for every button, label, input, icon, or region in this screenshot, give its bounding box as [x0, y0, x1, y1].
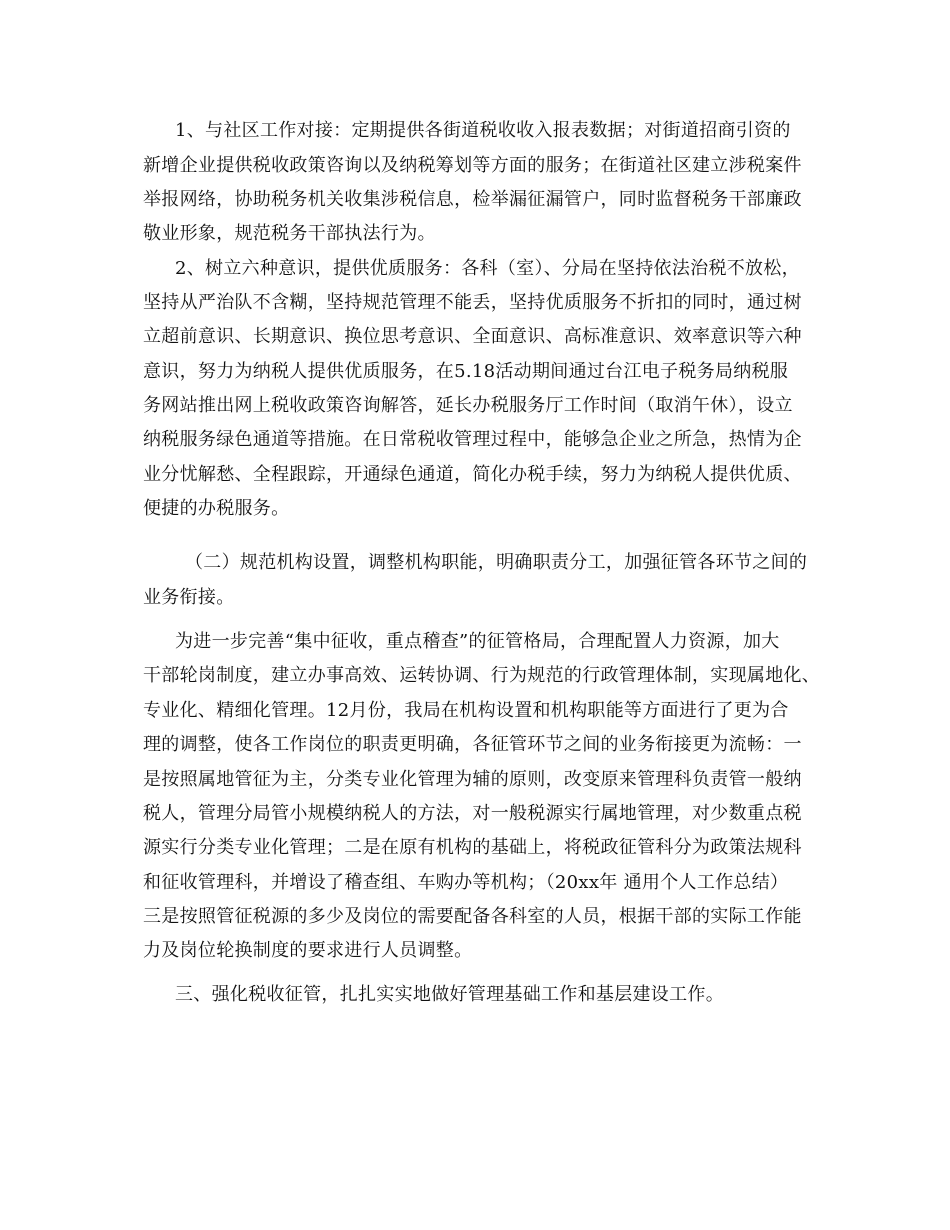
text-line: 源实行分类专业化管理；二是在原有机构的基础上，将税政征管科分为政策法规科	[143, 837, 802, 858]
text-line: 和征收管理科，并增设了稽查组、车购办等机构；（20xx年 通用个人工作总结）	[143, 872, 789, 893]
text-line: 1、与社区工作对接：定期提供各街道税收收入报表数据；对街道招商引资的	[175, 120, 791, 141]
text-line: 力及岗位轮换制度的要求进行人员调整。	[143, 940, 473, 961]
text-line: 2、树立六种意识，提供优质服务：各科（室）、分局在坚持依法治税不放松，	[175, 258, 800, 279]
text-line: 意识，努力为纳税人提供优质服务，在5.18活动期间通过台江电子税务局纳税服	[143, 361, 789, 382]
text-line: 纳税服务绿色通道等措施。在日常税收管理过程中，能够急企业之所急，热情为企	[143, 429, 802, 450]
text-line: 敬业形象，规范税务干部执法行为。	[143, 223, 436, 244]
text-line: 干部轮岗制度，建立办事高效、运转协调、行为规范的行政管理体制，实现属地化、	[143, 665, 821, 686]
text-line: 业务衔接。	[143, 587, 235, 608]
text-line: 三是按照管征税源的多少及岗位的需要配备各科室的人员，根据干部的实际工作能	[143, 906, 802, 927]
section-heading: 三、强化税收征管，扎扎实实地做好管理基础工作和基层建设工作。	[175, 984, 724, 1005]
section-heading: （二）规范机构设置，调整机构职能，明确职责分工，加强征管各环节之间的	[185, 552, 808, 573]
text-line: 业分忧解愁、全程跟踪，开通绿色通道，简化办税手续，努力为纳税人提供优质、	[143, 464, 802, 485]
text-line: 新增企业提供税收政策咨询以及纳税筹划等方面的服务；在街道社区建立涉税案件	[143, 155, 802, 176]
text-line: 便捷的办税服务。	[143, 498, 290, 519]
text-line: 立超前意识、长期意识、换位思考意识、全面意识、高标准意识、效率意识等六种	[143, 326, 802, 347]
text-line: 是按照属地管征为主，分类专业化管理为辅的原则，改变原来管理科负责管一般纳	[143, 769, 802, 790]
text-line: 举报网络，协助税务机关收集涉税信息，检举漏征漏管户，同时监督税务干部廉政	[143, 189, 802, 210]
text-line: 务网站推出网上税收政策咨询解答，延长办税服务厅工作时间（取消午休），设立	[143, 395, 793, 416]
text-line: 专业化、精细化管理。12月份，我局在机构设置和机构职能等方面进行了更为合	[143, 700, 789, 721]
text-line: 为进一步完善“集中征收，重点稽查”的征管格局，合理配置人力资源，加大	[175, 631, 780, 652]
text-line: 税人，管理分局管小规模纳税人的方法，对一般税源实行属地管理，对少数重点税	[143, 803, 802, 824]
text-line: 理的调整，使各工作岗位的职责更明确，各征管环节之间的业务衔接更为流畅：一	[143, 734, 802, 755]
text-line: 坚持从严治队不含糊，坚持规范管理不能丢，坚持优质服务不折扣的同时，通过树	[143, 292, 802, 313]
